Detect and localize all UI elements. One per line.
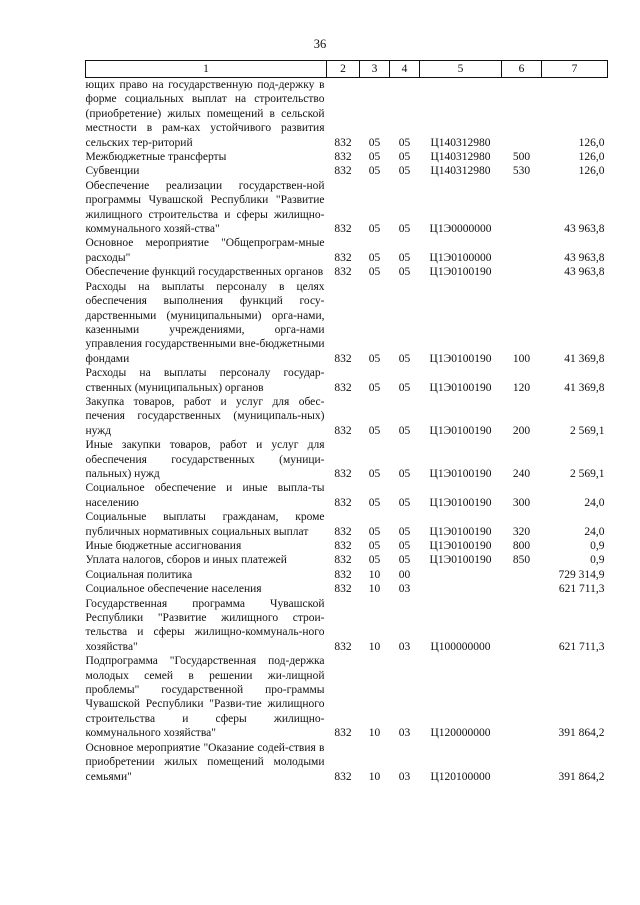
section-code-cell: 05 — [368, 496, 381, 509]
table-header-row — [86, 61, 608, 78]
ministry-code-cell: 832 — [334, 554, 352, 567]
target-article-cell: Ц140312980 — [430, 165, 491, 178]
ministry-code-cell: 832 — [334, 424, 352, 437]
row-name-cell: Субвенции — [85, 165, 140, 178]
target-article-cell: Ц140312980 — [430, 151, 491, 164]
target-article-cell: Ц1Э0100000 — [429, 251, 492, 264]
target-article-cell: Ц1Э0100190 — [429, 266, 492, 279]
row-name-cell: Иные бюджетные ассигнования — [85, 540, 242, 552]
column-header-5: 5 — [420, 61, 502, 78]
row-name-cell: Социальное обеспечение населения — [85, 583, 262, 596]
subsection-code-cell: 05 — [398, 136, 411, 149]
ministry-code-cell: 832 — [334, 136, 352, 149]
expense-type-cell: 800 — [512, 540, 531, 552]
table-row — [86, 654, 608, 740]
table-row — [86, 78, 608, 151]
table-row — [86, 481, 608, 510]
section-code-cell: 05 — [368, 266, 381, 279]
target-article-cell: Ц100000000 — [430, 640, 491, 653]
column-header-2: 2 — [327, 61, 360, 78]
row-name-cell: Основное мероприятие "Оказание содей-ствия в приобретении жилых помещений молодыми семьями" — [85, 741, 325, 783]
expense-type-cell: 530 — [512, 165, 531, 178]
amount-cell: 391 864,2 — [558, 770, 605, 783]
target-article-cell: Ц120000000 — [430, 727, 491, 740]
section-code-cell: 05 — [368, 467, 381, 480]
row-name-cell: Социальные выплаты гражданам, кроме публичных нормативных социальных выплат — [85, 511, 325, 538]
budget-table — [85, 60, 608, 784]
table-row — [86, 164, 608, 178]
section-code-cell: 05 — [368, 136, 381, 149]
table-row — [86, 553, 608, 567]
ministry-code-cell: 832 — [334, 770, 352, 783]
amount-cell: 2 569,1 — [570, 467, 605, 480]
subsection-code-cell: 05 — [398, 467, 411, 480]
amount-cell: 391 864,2 — [558, 727, 605, 740]
row-name-cell: Закупка товаров, работ и услуг для обес-печения государственных (муниципаль-ных) нужд — [85, 395, 325, 437]
target-article-cell — [420, 568, 502, 582]
ministry-code-cell: 832 — [334, 583, 352, 596]
subsection-code-cell: 05 — [398, 223, 411, 236]
row-name-cell: Социальное обеспечение и иные выпла-ты населению — [85, 482, 325, 509]
target-article-cell: Ц120100000 — [430, 770, 491, 783]
section-code-cell: 10 — [368, 770, 381, 783]
subsection-code-cell: 05 — [398, 165, 411, 178]
table-row — [86, 280, 608, 366]
amount-cell: 126,0 — [578, 136, 605, 149]
expense-type-cell: 120 — [512, 381, 531, 394]
expense-type-cell — [502, 236, 542, 265]
subsection-code-cell: 05 — [398, 251, 411, 264]
row-name-cell: Уплата налогов, сборов и иных платежей — [85, 554, 287, 567]
section-code-cell: 05 — [368, 540, 381, 552]
row-name-cell: Обеспечение функций государственных органов — [85, 266, 324, 279]
amount-cell: 0,9 — [590, 554, 605, 567]
amount-cell: 24,0 — [584, 525, 605, 538]
ministry-code-cell: 832 — [334, 727, 352, 740]
ministry-code-cell: 832 — [334, 496, 352, 509]
target-article-cell — [420, 582, 502, 596]
ministry-code-cell: 832 — [334, 165, 352, 178]
row-name-cell: Подпрограмма "Государственная под-держка молодых семей в решении жи-лищной проблемы" государственной про-граммы Чувашской Республики "Разви-тие жилищного строительства и сферы жилищно-коммунального хозяйства" — [85, 655, 325, 740]
table-row — [86, 539, 608, 553]
target-article-cell: Ц1Э0100190 — [429, 496, 492, 509]
target-article-cell: Ц1Э0100190 — [429, 467, 492, 480]
amount-cell: 41 369,8 — [564, 381, 605, 394]
amount-cell: 729 314,9 — [558, 568, 605, 581]
table-row — [86, 366, 608, 395]
target-article-cell: Ц1Э0100190 — [429, 381, 492, 394]
expense-type-cell: 850 — [512, 554, 531, 567]
ministry-code-cell: 832 — [334, 467, 352, 480]
subsection-code-cell: 05 — [398, 540, 411, 552]
table-row — [86, 568, 608, 582]
row-name-cell: Расходы на выплаты персоналу государ-ственных (муниципальных) органов — [85, 367, 325, 394]
table-row — [86, 150, 608, 164]
section-code-cell: 10 — [368, 640, 381, 653]
expense-type-cell: 500 — [512, 151, 531, 164]
column-header-4: 4 — [390, 61, 420, 78]
row-name-cell: Расходы на выплаты персоналу в целях обеспечения выполнения функций госу-дарственными (муниципальными) орга-нами, казенными учреждениями, орга-нами управления государственными вне-бюджетными фондами — [85, 280, 325, 365]
subsection-code-cell: 05 — [398, 525, 411, 538]
column-header-3: 3 — [360, 61, 390, 78]
subsection-code-cell: 03 — [398, 583, 411, 596]
subsection-code-cell: 05 — [398, 424, 411, 437]
target-article-cell: Ц1Э0100190 — [429, 424, 492, 437]
row-name-cell: ющих право на государственную под-держку в форме социальных выплат на строительство (приобретение) жилых помещений в сельской местности в рам-ках устойчивого развития сельских тер-риторий — [85, 79, 325, 149]
target-article-cell: Ц1Э0000000 — [429, 223, 492, 236]
expense-type-cell: 320 — [512, 525, 531, 538]
ministry-code-cell: 832 — [334, 266, 352, 279]
expense-type-cell — [502, 582, 542, 596]
table-row — [86, 438, 608, 481]
subsection-code-cell: 05 — [398, 554, 411, 567]
subsection-code-cell: 03 — [398, 770, 411, 783]
amount-cell: 43 963,8 — [564, 266, 605, 279]
subsection-code-cell: 05 — [398, 151, 411, 164]
row-name-cell: Социальная политика — [85, 568, 193, 581]
expense-type-cell: 100 — [512, 352, 531, 365]
expense-type-cell — [502, 179, 542, 237]
amount-cell: 24,0 — [584, 496, 605, 509]
row-name-cell: Межбюджетные трансферты — [85, 151, 227, 164]
column-header-1: 1 — [86, 61, 327, 78]
section-code-cell: 05 — [368, 352, 381, 365]
ministry-code-cell: 832 — [334, 251, 352, 264]
page-number: 36 — [313, 37, 327, 51]
amount-cell: 0,9 — [590, 540, 605, 552]
ministry-code-cell: 832 — [334, 568, 352, 581]
row-name-cell: Государственная программа Чувашской Республики "Развитие жилищного строи-тельства и сферы жилищно-коммуналь-ного хозяйства" — [85, 597, 325, 653]
subsection-code-cell: 05 — [398, 352, 411, 365]
section-code-cell: 10 — [368, 583, 381, 596]
table-body — [86, 78, 608, 784]
table-row — [86, 179, 608, 237]
expense-type-cell: 200 — [512, 424, 531, 437]
table-row — [86, 236, 608, 265]
subsection-code-cell: 03 — [398, 727, 411, 740]
target-article-cell: Ц1Э0100190 — [429, 554, 492, 567]
section-code-cell: 05 — [368, 381, 381, 394]
target-article-cell: Ц1Э0100190 — [429, 540, 492, 552]
table-row — [86, 265, 608, 279]
subsection-code-cell: 05 — [398, 496, 411, 509]
target-article-cell: Ц140312980 — [430, 136, 491, 149]
target-article-cell: Ц1Э0100190 — [429, 352, 492, 365]
ministry-code-cell: 832 — [334, 525, 352, 538]
amount-cell: 621 711,3 — [558, 583, 605, 596]
row-name-cell: Иные закупки товаров, работ и услуг для обеспечения государственных (муници-пальных) нужд — [85, 439, 325, 480]
amount-cell: 43 963,8 — [564, 251, 605, 264]
ministry-code-cell: 832 — [334, 540, 352, 552]
ministry-code-cell: 832 — [334, 223, 352, 236]
section-code-cell: 05 — [368, 554, 381, 567]
subsection-code-cell: 00 — [398, 568, 411, 581]
expense-type-cell — [502, 78, 542, 151]
row-name-cell: Основное мероприятие "Общепрограм-мные расходы" — [85, 237, 325, 264]
table-row — [86, 597, 608, 655]
section-code-cell: 05 — [368, 424, 381, 437]
expense-type-cell — [502, 654, 542, 740]
amount-cell: 621 711,3 — [558, 640, 605, 653]
subsection-code-cell: 05 — [398, 381, 411, 394]
ministry-code-cell: 832 — [334, 640, 352, 653]
section-code-cell: 05 — [368, 525, 381, 538]
ministry-code-cell: 832 — [334, 151, 352, 164]
ministry-code-cell: 832 — [334, 352, 352, 365]
expense-type-cell: 240 — [512, 467, 531, 480]
section-code-cell: 10 — [368, 727, 381, 740]
amount-cell: 126,0 — [578, 165, 605, 178]
subsection-code-cell: 03 — [398, 640, 411, 653]
expense-type-cell — [502, 597, 542, 655]
table-row — [86, 582, 608, 596]
expense-type-cell — [502, 741, 542, 784]
section-code-cell: 05 — [368, 223, 381, 236]
row-name-cell: Обеспечение реализации государствен-ной программы Чувашской Республики "Развитие жилищного строительства и сферы жилищно-коммунального хозяй-ства" — [85, 179, 325, 236]
column-header-7: 7 — [542, 61, 608, 78]
section-code-cell: 05 — [368, 151, 381, 164]
expense-type-cell — [502, 568, 542, 582]
table-row — [86, 741, 608, 784]
amount-cell: 2 569,1 — [570, 424, 605, 437]
amount-cell: 41 369,8 — [564, 352, 605, 365]
amount-cell: 126,0 — [578, 151, 605, 164]
section-code-cell: 10 — [368, 568, 381, 581]
subsection-code-cell: 05 — [398, 266, 411, 279]
table-row — [86, 395, 608, 438]
target-article-cell: Ц1Э0100190 — [429, 525, 492, 538]
table-row — [86, 510, 608, 539]
amount-cell: 43 963,8 — [564, 223, 605, 236]
section-code-cell: 05 — [368, 251, 381, 264]
expense-type-cell: 300 — [512, 496, 531, 509]
expense-type-cell — [502, 265, 542, 279]
section-code-cell: 05 — [368, 165, 381, 178]
column-header-6: 6 — [502, 61, 542, 78]
ministry-code-cell: 832 — [334, 381, 352, 394]
